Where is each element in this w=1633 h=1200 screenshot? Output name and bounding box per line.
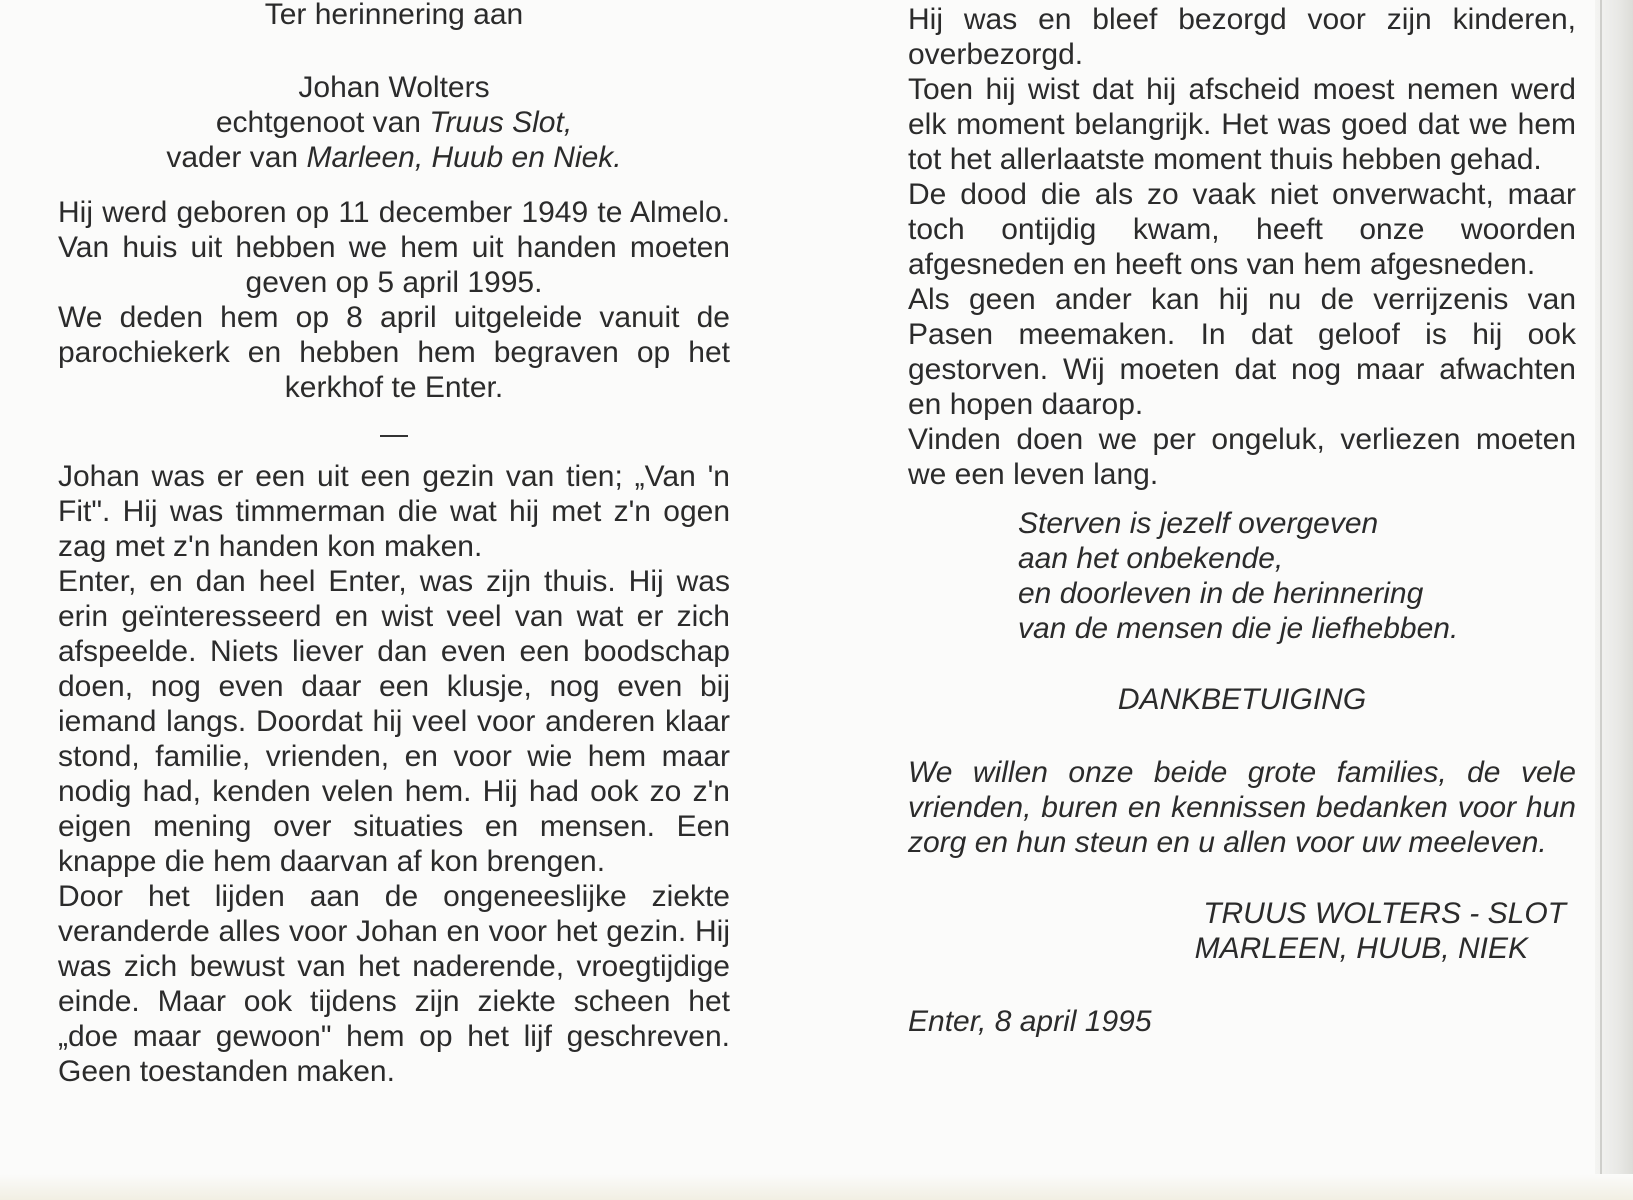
children-names: Marleen, Huub en Niek. <box>306 141 622 174</box>
poem <box>1018 506 1576 646</box>
children-prefix: vader van <box>166 141 307 174</box>
thanks-paragraph: We willen onze beide grote families, de vele vrienden, buren en kennissen bedanken voor hun zorg en hun steun en u allen voor uw meeleven. <box>908 756 1576 859</box>
fold-line <box>1600 0 1602 1200</box>
place-date: Enter, 8 april 1995 <box>908 1005 1152 1038</box>
spouse-prefix: echtgenoot van <box>215 106 430 139</box>
easter-paragraph: Als geen ander kan hij nu de verrijzenis van Pasen meemaken. In dat geloof is hij ook gestorven. Wij moeten dat nog maar afwachten en hopen daarop. <box>908 283 1576 421</box>
paper-edge-bottom <box>0 1174 1633 1200</box>
right-page <box>908 0 1576 1039</box>
card-header: Ter herinnering aan <box>264 0 524 31</box>
death-paragraph: De dood die als zo vaak niet onverwacht, maar toch ontijdig kwam, heeft onze woorden afgesneden en heeft ons van hem afgesneden. <box>908 178 1576 281</box>
farewell-paragraph: Toen hij wist dat hij afscheid moest nemen werd elk moment belangrijk. Het was goed dat we hem tot het allerlaatste moment thuis hebben gehad. <box>908 73 1576 176</box>
poem-line: aan het onbekende, <box>1018 542 1284 575</box>
poem-line: en doorleven in de herinnering <box>1018 577 1424 610</box>
caring-paragraph: Hij was en bleef bezorgd voor zijn kinderen, overbezorgd. <box>908 3 1576 71</box>
signature-line: MARLEEN, HUUB, NIEK <box>1194 932 1528 965</box>
section-separator <box>58 417 730 452</box>
birth-paragraph: Hij werd geboren op 11 december 1949 te Almelo. Van huis uit hebben we hem uit handen moeten geven op 5 april 1995. <box>58 196 730 299</box>
poem-line: van de mensen die je liefhebben. <box>1018 612 1459 645</box>
children-line <box>58 140 730 175</box>
family-paragraph: Johan was er een uit een gezin van tien; „Van 'n Fit". Hij was timmerman die wat hij met z'n ogen zag met z'n handen kon maken. <box>58 460 730 563</box>
enter-paragraph: Enter, en dan heel Enter, was zijn thuis. Hij was erin geïnteresseerd en wist veel van wat er zich afspeelde. Niets liever dan even een boodschap doen, nog even daar een klusje, nog even bij iemand langs. Doordat hij veel voor anderen klaar stond, familie, vrienden, en voor wie hem maar nodig had, kenden velen hem. Hij had ook zo z'n eigen mening over situaties en mensen. Een knappe die hem daarvan af kon brengen. <box>58 565 730 878</box>
spouse-name: Truus Slot, <box>429 106 573 139</box>
loss-paragraph: Vinden doen we per ongeluk, verliezen moeten we een leven lang. <box>908 423 1576 491</box>
signature-line: TRUUS WOLTERS - SLOT <box>1203 897 1566 930</box>
dankbetuiging-title: DANKBETUIGING <box>1117 683 1367 716</box>
spouse-line <box>58 105 730 140</box>
signature-block <box>908 896 1576 966</box>
deceased-name: Johan Wolters <box>298 71 490 104</box>
left-page <box>58 0 730 1089</box>
poem-line: Sterven is jezelf overgeven <box>1018 507 1379 540</box>
illness-paragraph: Door het lijden aan de ongeneeslijke ziekte veranderde alles voor Johan en voor het gezin. Hij was zich bewust van het naderende, vroegtijdige einde. Maar ook tijdens zijn ziekte scheen het „doe maar gewoon" hem op het lijf geschreven. Geen toestanden maken. <box>58 880 730 1088</box>
funeral-paragraph: We deden hem op 8 april uitgeleide vanuit de parochiekerk en hebben hem begraven op het kerkhof te Enter. <box>58 301 730 404</box>
